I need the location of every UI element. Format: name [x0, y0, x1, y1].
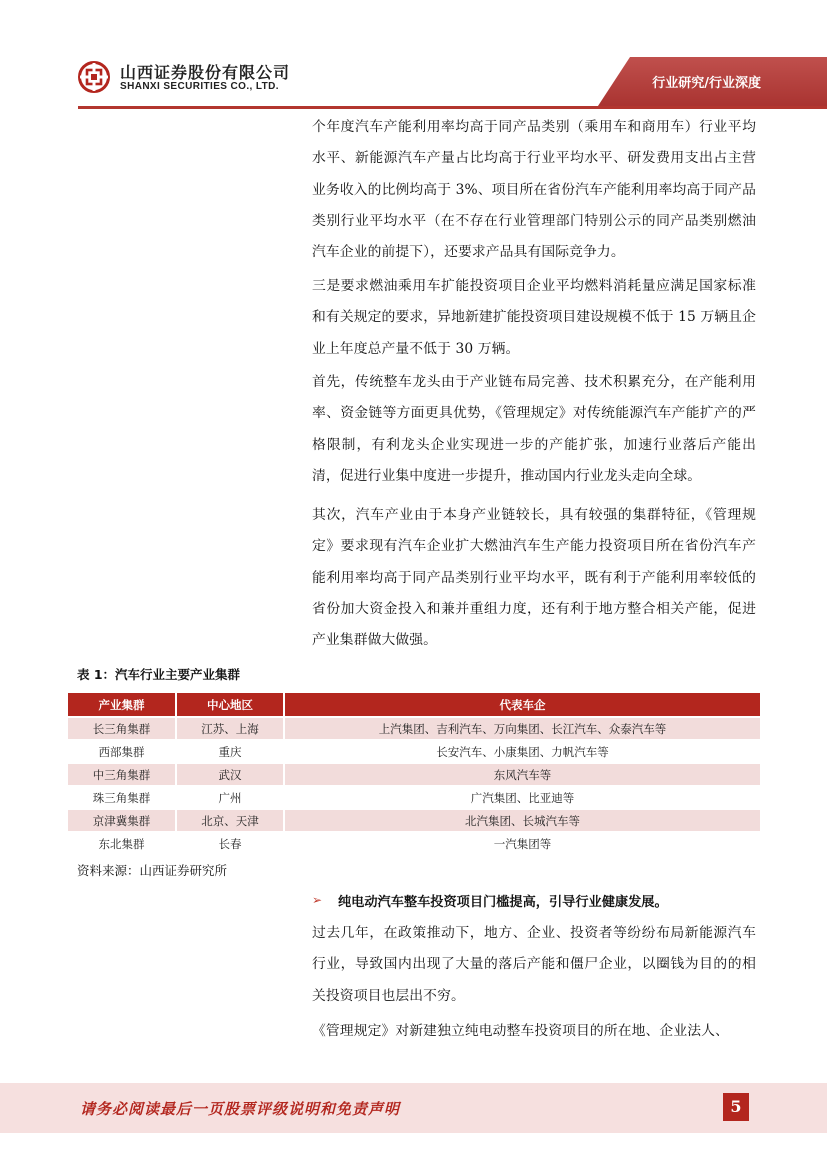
- body-paragraph-2: 三是要求燃油乘用车扩能投资项目企业平均燃料消耗量应满足国家标准和有关规定的要求，异地新建扩能投资项目建设规模不低于 15 万辆且企业上年度总产量不低于 30 万辆。: [312, 278, 756, 357]
- body-paragraph-6: 《管理规定》对新建独立纯电动整车投资项目的所在地、企业法人、: [312, 1023, 729, 1039]
- table-cell: 长春: [176, 832, 284, 854]
- table-header-cell: 中心地区: [176, 693, 284, 717]
- table-cell: 西部集群: [68, 740, 176, 763]
- body-paragraph-4: 其次，汽车产业由于本身产业链较长，具有较强的集群特征，《管理规定》要求现有汽车企业扩大燃油汽车生产能力投资项目所在省份汽车产能利用率均高于同产品类别行业平均水平，既有利于产能利用率较低的省份加大资金投入和兼并重组力度，还有利于地方整合相关产能，促进产业集群做大做强。: [312, 507, 756, 649]
- table-row: [68, 786, 760, 809]
- table-cell: 长安汽车、小康集团、力帆汽车等: [284, 740, 760, 763]
- table-header-cell: 代表车企: [284, 693, 760, 717]
- table-cell: 东风汽车等: [284, 763, 760, 786]
- table-cell: 珠三角集群: [68, 786, 176, 809]
- table-row: [68, 717, 760, 740]
- arrow-right-icon: ➢: [312, 893, 323, 907]
- table-row: [68, 763, 760, 786]
- body-paragraph-1: 个年度汽车产能利用率均高于同产品类别（乘用车和商用车）行业平均水平、新能源汽车产量占比均高于行业平均水平、研发费用支出占主营业务收入的比例均高于 3%、项目所在省份汽车产能利用率均高于同产品类别行业平均水平（在不存在行业管理部门特别公示的同产品类别燃油汽车企业的前提下），还要求产品具有国际竞争力。: [312, 119, 756, 261]
- company-name-en: SHANXI SECURITIES CO., LTD.: [120, 81, 279, 92]
- table-cell: 武汉: [176, 763, 284, 786]
- table-cell: 北汽集团、长城汽车等: [284, 809, 760, 832]
- body-paragraph-5: 过去几年，在政策推动下，地方、企业、投资者等纷纷布局新能源汽车行业，导致国内出现了大量的落后产能和僵尸企业，以圈钱为目的的相关投资项目也层出不穷。: [312, 925, 756, 1004]
- table-cell: 上汽集团、吉利汽车、万向集团、长江汽车、众泰汽车等: [284, 717, 760, 740]
- bullet-heading: 纯电动汽车整车投资项目门槛提高，引导行业健康发展。: [338, 895, 668, 910]
- footer-disclaimer: 请务必阅读最后一页股票评级说明和免责声明: [80, 1100, 401, 1118]
- report-section-label: 行业研究/行业深度: [652, 76, 761, 91]
- table-cell: 中三角集群: [68, 763, 176, 786]
- table-cell: 一汽集团等: [284, 832, 760, 854]
- table-cell: 重庆: [176, 740, 284, 763]
- table-title: 表 1：汽车行业主要产业集群: [77, 667, 241, 682]
- table-row: [68, 740, 760, 763]
- table-header-row: [68, 693, 760, 717]
- table-cell: 长三角集群: [68, 717, 176, 740]
- page-number: 5: [723, 1093, 749, 1121]
- table-cell: 京津冀集群: [68, 809, 176, 832]
- table-cell: 广州: [176, 786, 284, 809]
- table-row: [68, 809, 760, 832]
- body-paragraph-3: 首先，传统整车龙头由于产业链布局完善、技术积累充分，在产能利用率、资金链等方面更具优势，《管理规定》对传统能源汽车产能扩产的严格限制，有利龙头企业实现进一步的产能扩张，加速行业落后产能出清，促进行业集中度进一步提升，推动国内行业龙头走向全球。: [312, 374, 756, 484]
- table-cell: 江苏、上海: [176, 717, 284, 740]
- table-row: [68, 832, 760, 854]
- table-cell: 北京、天津: [176, 809, 284, 832]
- company-name-cn: 山西证券股份有限公司: [120, 63, 291, 82]
- table-cell: 广汽集团、比亚迪等: [284, 786, 760, 809]
- company-logo-icon: [78, 61, 110, 93]
- table-source-note: 资料来源：山西证券研究所: [77, 863, 228, 878]
- header-divider: [78, 106, 827, 109]
- industry-cluster-table: [68, 693, 760, 854]
- table-cell: 东北集群: [68, 832, 176, 854]
- table-header-cell: 产业集群: [68, 693, 176, 717]
